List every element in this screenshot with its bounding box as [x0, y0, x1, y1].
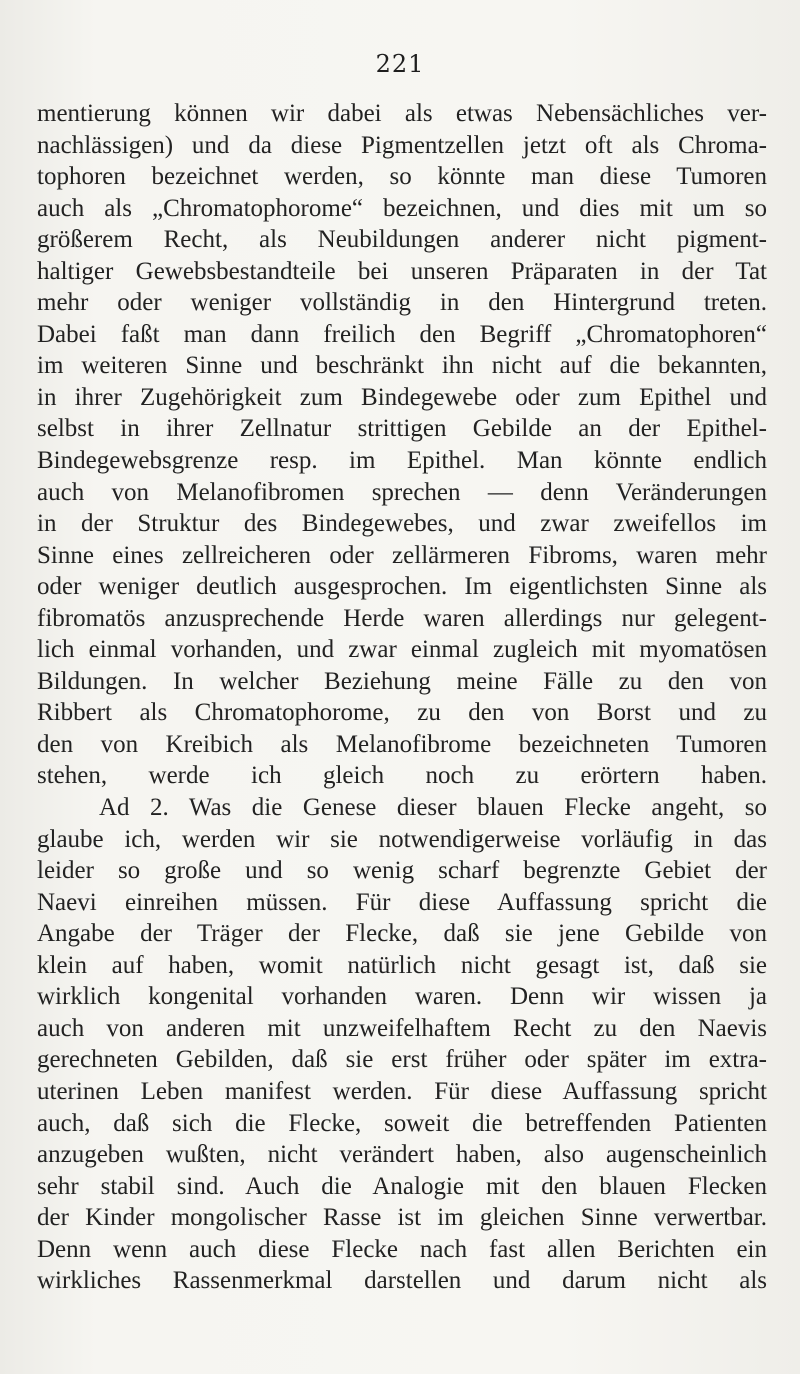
text-line: auch als „Chromatophorome“ bezeichnen, und dies mit um so [37, 194, 767, 222]
text-line: Dabei faßt man dann freilich den Begriff „Chromatophoren“ [37, 320, 767, 348]
text-line: klein auf haben, womit natürlich nicht gesagt ist, daß sie [37, 951, 767, 979]
text-line: anzugeben wußten, nicht verändert haben, also augenscheinlich [37, 1141, 767, 1169]
text-line: fibromatös anzusprechende Herde waren allerdings nur gelegent- [37, 604, 767, 632]
text-line: mentierung können wir dabei als etwas Nebensächliches ver- [37, 100, 767, 127]
text-line: selbst in ihrer Zellnatur strittigen Gebilde an der Epithel- [37, 415, 767, 443]
text-line: im weiteren Sinne und beschränkt ihn nicht auf die bekannten, [37, 352, 767, 380]
text-line: auch von Melanofibromen sprechen — denn Veränderungen [37, 478, 767, 506]
text-line: der Kinder mongolischer Rasse ist im gleichen Sinne verwertbar. [37, 1204, 767, 1232]
text-line: auch, daß sich die Flecke, soweit die betreffenden Patienten [37, 1109, 767, 1137]
text-line: glaube ich, werden wir sie notwendigerweise vorläufig in das [37, 825, 767, 853]
text-line: Ad 2. Was die Genese dieser blauen Flecke angeht, so [99, 794, 767, 822]
text-line: mehr oder weniger vollständig in den Hintergrund treten. [37, 289, 767, 317]
text-line: Angabe der Träger der Flecke, daß sie jene Gebilde von [37, 920, 767, 948]
page-number: 221 [375, 50, 425, 78]
text-line: nachlässigen) und da diese Pigmentzellen jetzt oft als Chroma- [37, 131, 767, 159]
text-line: sehr stabil sind. Auch die Analogie mit den blauen Flecken [37, 1172, 767, 1200]
text-line: leider so große und so wenig scharf begrenzte Gebiet der [37, 857, 767, 885]
text-line: haltiger Gewebsbestandteile bei unseren Präparaten in der Tat [37, 257, 767, 285]
text-line: gerechneten Gebilden, daß sie erst früher oder später im extra- [37, 1046, 767, 1074]
text-line: uterinen Leben manifest werden. Für diese Auffassung spricht [37, 1077, 767, 1105]
text-line: Naevi einreihen müssen. Für diese Auffassung spricht die [37, 888, 767, 916]
text-line: Ribbert als Chromatophorome, zu den von Borst und zu [37, 699, 767, 727]
text-line: tophoren bezeichnet werden, so könnte man diese Tumoren [37, 163, 767, 191]
text-line: lich einmal vorhanden, und zwar einmal zugleich mit myomatösen [37, 636, 767, 664]
text-line: wirklich kongenital vorhanden waren. Denn wir wissen ja [37, 983, 767, 1011]
text-line: Bildungen. In welcher Beziehung meine Fälle zu den von [37, 667, 767, 695]
text-line: Bindegewebsgrenze resp. im Epithel. Man könnte endlich [37, 447, 767, 475]
text-line: auch von anderen mit unzweifelhaftem Recht zu den Naevis [37, 1014, 767, 1042]
text-line: wirkliches Rassenmerkmal darstellen und darum nicht als [37, 1267, 767, 1295]
body-text [37, 98, 767, 1297]
text-line: Sinne eines zellreicheren oder zellärmeren Fibroms, waren mehr [37, 541, 767, 569]
text-line: in der Struktur des Bindegewebes, und zwar zweifellos im [37, 510, 767, 538]
text-line: Denn wenn auch diese Flecke nach fast allen Berichten ein [37, 1235, 767, 1263]
text-line: den von Kreibich als Melanofibrome bezeichneten Tumoren [37, 730, 767, 758]
text-line: stehen, werde ich gleich noch zu erörtern haben. [37, 762, 767, 790]
text-line: größerem Recht, als Neubildungen anderer nicht pigment- [37, 226, 767, 254]
text-line: in ihrer Zugehörigkeit zum Bindegewebe oder zum Epithel und [37, 383, 767, 411]
text-line: oder weniger deutlich ausgesprochen. Im eigentlichsten Sinne als [37, 573, 767, 601]
